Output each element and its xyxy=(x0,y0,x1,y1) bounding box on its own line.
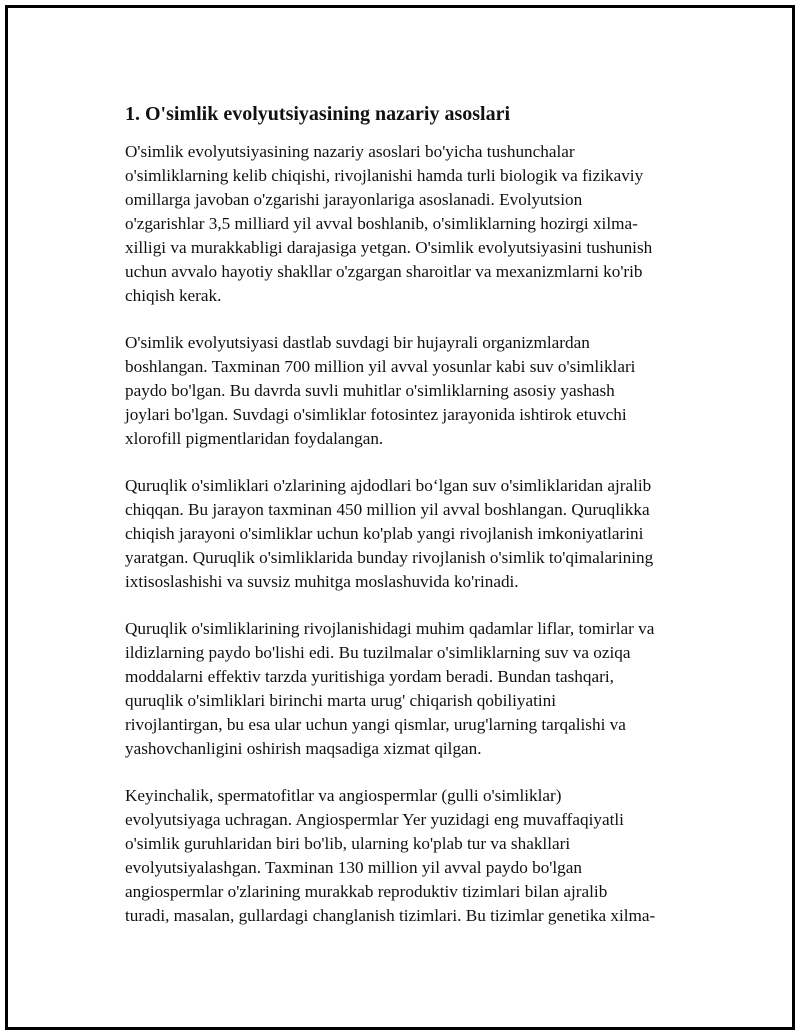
text-line: yaratgan. Quruqlik o'simliklarida bunday rivojlanish o'simlik to'qimalarining xyxy=(125,548,654,567)
text-line: O'simlik evolyutsiyasining nazariy asoslari bo'yicha tushunchalar xyxy=(125,142,575,161)
text-line: O'simlik evolyutsiyasi dastlab suvdagi bir hujayrali organizmlardan xyxy=(125,333,590,352)
text-line: yashovchanligini oshirish maqsadiga xizmat qilgan. xyxy=(125,739,482,758)
paragraph xyxy=(125,474,700,594)
paragraph xyxy=(125,617,700,761)
text-line: joylari bo'lgan. Suvdagi o'simliklar fotosintez jarayonida ishtirok etuvchi xyxy=(125,405,627,424)
text-line: moddalarni effektiv tarzda yuritishiga yordam beradi. Bundan tashqari, xyxy=(125,667,614,686)
text-line: xlorofill pigmentlaridan foydalangan. xyxy=(125,429,384,448)
text-line: Quruqlik o'simliklari o'zlarining ajdodlari bo‘lgan suv o'simliklaridan ajralib xyxy=(125,476,652,495)
text-line: o'simliklarning kelib chiqishi, rivojlanishi hamda turli biologik va fizikaviy xyxy=(125,166,644,185)
text-line: boshlangan. Taxminan 700 million yil avval yosunlar kabi suv o'simliklari xyxy=(125,357,636,376)
text-line: uchun avvalo hayotiy shakllar o'zgargan sharoitlar va mexanizmlarni ko'rib xyxy=(125,262,643,281)
text-line: paydo bo'lgan. Bu davrda suvli muhitlar o'simliklarning asosiy yashash xyxy=(125,381,615,400)
text-line: angiospermlar o'zlarining murakkab reproduktiv tizimlari bilan ajralib xyxy=(125,882,608,901)
text-line: chiqish jarayoni o'simliklar uchun ko'plab yangi rivojlanish imkoniyatlarini xyxy=(125,524,644,543)
page-frame xyxy=(5,5,795,1030)
section-heading: 1. O'simlik evolyutsiyasining nazariy asoslari xyxy=(125,103,511,125)
paragraphs-container xyxy=(125,140,700,928)
text-line: chiqish kerak. xyxy=(125,286,222,305)
paragraph xyxy=(125,331,700,451)
text-line: chiqqan. Bu jarayon taxminan 450 million yil avval boshlangan. Quruqlikka xyxy=(125,500,650,519)
text-line: Keyinchalik, spermatofitlar va angiospermlar (gulli o'simliklar) xyxy=(125,786,562,805)
paragraph xyxy=(125,140,700,308)
text-line: turadi, masalan, gullardagi changlanish tizimlari. Bu tizimlar genetika xilma- xyxy=(125,906,656,925)
text-line: omillarga javoban o'zgarishi jarayonlariga asoslanadi. Evolyutsion xyxy=(125,190,583,209)
text-line: xilligi va murakkabligi darajasiga yetgan. O'simlik evolyutsiyasini tushunish xyxy=(125,238,653,257)
text-line: quruqlik o'simliklari birinchi marta urug' chiqarish qobiliyatini xyxy=(125,691,557,710)
document-body xyxy=(125,100,700,951)
paragraph xyxy=(125,784,700,928)
text-line: Quruqlik o'simliklarining rivojlanishidagi muhim qadamlar liflar, tomirlar va xyxy=(125,619,655,638)
text-line: ildizlarning paydo bo'lishi edi. Bu tuzilmalar o'simliklarning suv va oziqa xyxy=(125,643,631,662)
text-line: o'zgarishlar 3,5 milliard yil avval boshlanib, o'simliklarning hozirgi xilma- xyxy=(125,214,638,233)
text-line: o'simlik guruhlaridan biri bo'lib, ularning ko'plab tur va shakllari xyxy=(125,834,571,853)
text-line: evolyutsiyalashgan. Taxminan 130 million yil avval paydo bo'lgan xyxy=(125,858,582,877)
text-line: evolyutsiyaga uchragan. Angiospermlar Yer yuzidagi eng muvaffaqiyatli xyxy=(125,810,624,829)
text-line: ixtisoslashishi va suvsiz muhitga moslashuvida ko'rinadi. xyxy=(125,572,519,591)
text-line: rivojlantirgan, bu esa ular uchun yangi qismlar, urug'larning tarqalishi va xyxy=(125,715,626,734)
